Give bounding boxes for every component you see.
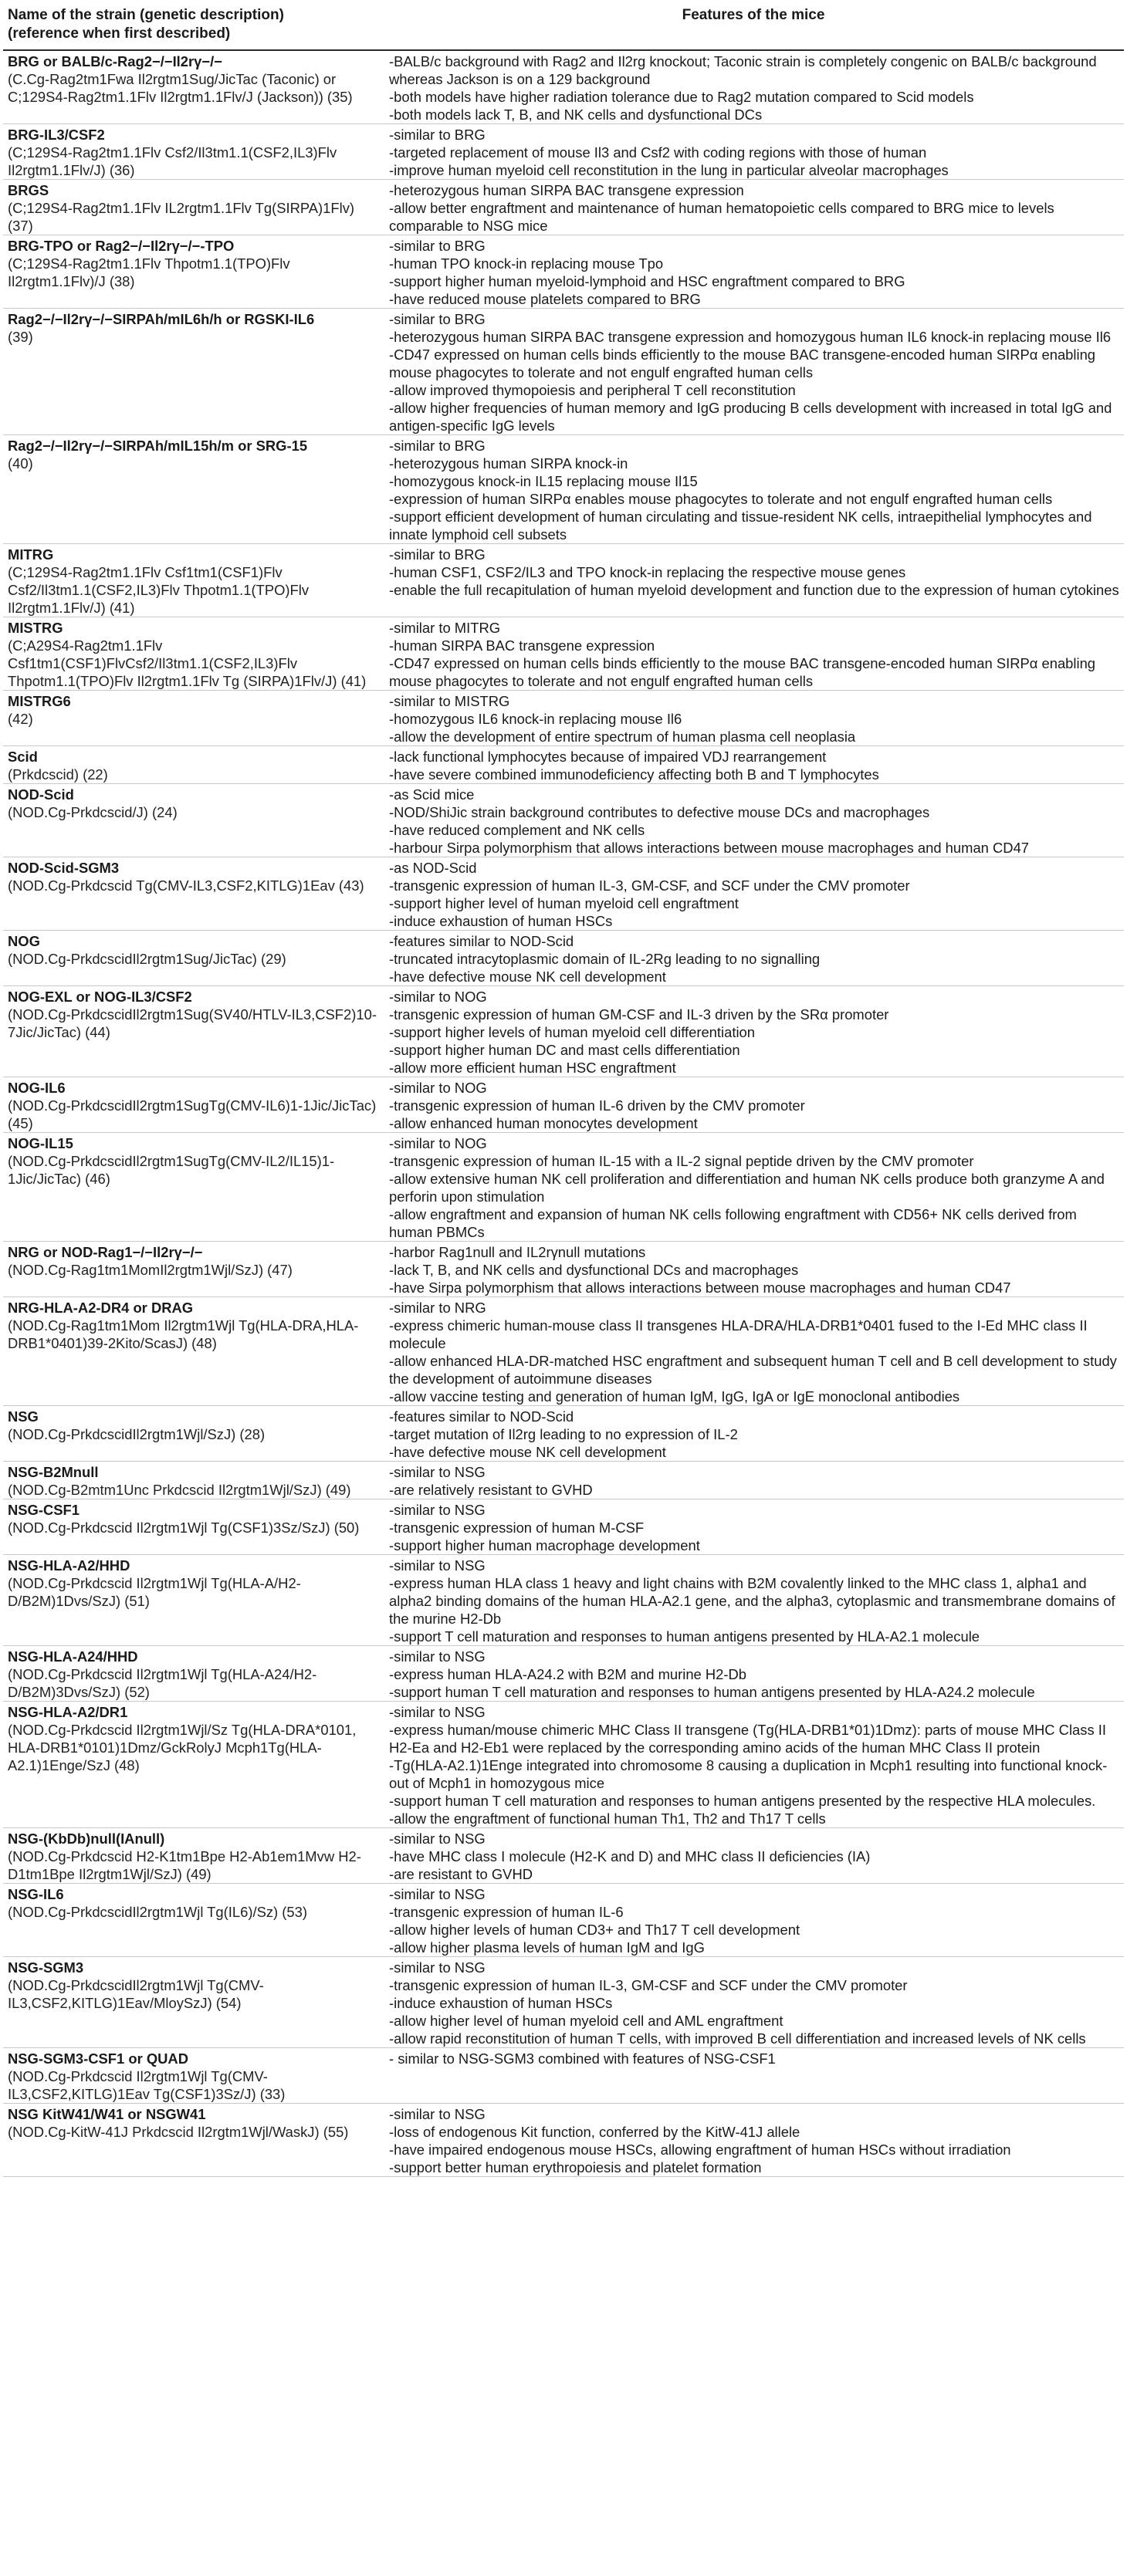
feature-line: -similar to BRG <box>389 311 486 327</box>
feature-line: -similar to BRG <box>389 546 486 563</box>
strain-name: NSG KitW41/W41 or NSGW41 <box>8 2106 206 2122</box>
feature-line: -allow higher levels of human CD3+ and Th17 T cell development <box>389 1922 800 1938</box>
features-cell <box>384 1297 1124 1406</box>
feature-line: -support T cell maturation and responses to human antigens presented by HLA-A2.1 molecule <box>389 1628 980 1645</box>
table-row <box>3 1077 1124 1133</box>
feature-line: -similar to NSG <box>389 1502 486 1518</box>
strain-name: MITRG <box>8 546 54 563</box>
feature-line: -allow vaccine testing and generation of human IgM, IgG, IgA or IgE monoclonal antibodies <box>389 1388 960 1405</box>
feature-line: -harbor Rag1null and IL2rγnull mutations <box>389 1244 646 1260</box>
feature-line: -have reduced mouse platelets compared to BRG <box>389 291 701 307</box>
features-cell <box>384 986 1124 1077</box>
feature-line: -similar to NSG <box>389 1557 486 1574</box>
feature-line: -similar to NSG <box>389 1464 486 1480</box>
table-row <box>3 1957 1124 2048</box>
feature-line: -express human HLA class 1 heavy and light chains with B2M covalently linked to the MHC class 1, alpha1 and alpha2 binding domains of the human HLA-A2.1 gene, and the alpha3, cytoplasmic and transmembrane domains of the murine H2-Db <box>389 1575 1115 1627</box>
feature-line: -allow improved thymopoiesis and peripheral T cell reconstitution <box>389 382 796 398</box>
strain-cell <box>3 1828 384 1884</box>
feature-line: -transgenic expression of human IL-15 with a IL-2 signal peptide driven by the CMV promoter <box>389 1153 974 1169</box>
strain-name: NSG-(KbDb)null(IAnull) <box>8 1831 165 1847</box>
strain-genetic-description: (Prkdcscid) (22) <box>8 766 108 783</box>
feature-line: -NOD/ShiJic strain background contributes to defective mouse DCs and macrophages <box>389 804 930 820</box>
strain-cell <box>3 2104 384 2177</box>
strain-cell <box>3 617 384 691</box>
strain-genetic-description: (NOD.Cg-PrkdcscidIl2rgtm1Wjl Tg(CMV-IL3,CSF2,KITLG)1Eav/MloySzJ) (54) <box>8 1977 264 2011</box>
strain-genetic-description: (42) <box>8 711 33 727</box>
table-row <box>3 1499 1124 1555</box>
strain-genetic-description: (C;129S4-Rag2tm1.1Flv Csf2/Il3tm1.1(CSF2,IL3)Flv Il2rgtm1.1Flv/J) (36) <box>8 144 337 178</box>
table-row <box>3 1828 1124 1884</box>
features-cell <box>384 691 1124 746</box>
strain-name: NOG-EXL or NOG-IL3/CSF2 <box>8 989 192 1005</box>
feature-line: -similar to NSG <box>389 1648 486 1665</box>
table-row <box>3 2048 1124 2104</box>
feature-line: -similar to NOG <box>389 989 487 1005</box>
feature-line: -heterozygous human SIRPA BAC transgene expression and homozygous human IL6 knock-in replacing mouse Il6 <box>389 329 1112 345</box>
feature-line: -support higher levels of human myeloid cell differentiation <box>389 1024 755 1040</box>
feature-line: -lack T, B, and NK cells and dysfunctional DCs and macrophages <box>389 1262 799 1278</box>
strain-cell <box>3 1242 384 1297</box>
feature-line: -transgenic expression of human IL-3, GM-CSF and SCF under the CMV promoter <box>389 1977 908 1993</box>
strain-cell <box>3 784 384 857</box>
strain-genetic-description: (NOD.Cg-PrkdcscidIl2rgtm1Wjl/SzJ) (28) <box>8 1426 266 1442</box>
table-row <box>3 2104 1124 2177</box>
feature-line: -support better human erythropoiesis and platelet formation <box>389 2159 762 2175</box>
feature-line: -improve human myeloid cell reconstitution in the lung in particular alveolar macrophages <box>389 162 949 178</box>
strain-name: NSG-IL6 <box>8 1886 64 1902</box>
header-features: Features of the mice <box>384 5 1124 50</box>
feature-line: -features similar to NOD-Scid <box>389 933 574 949</box>
table-row <box>3 784 1124 857</box>
table-row <box>3 50 1124 124</box>
feature-line: -both models lack T, B, and NK cells and dysfunctional DCs <box>389 106 763 123</box>
table-row <box>3 1133 1124 1242</box>
strain-name: NSG-CSF1 <box>8 1502 80 1518</box>
strain-genetic-description: (NOD.Cg-KitW-41J Prkdcscid Il2rgtm1Wjl/WaskJ) (55) <box>8 2124 349 2140</box>
feature-line: -have MHC class I molecule (H2-K and D) and MHC class II deficiencies (IA) <box>389 1848 871 1864</box>
strain-cell <box>3 1406 384 1462</box>
features-cell <box>384 931 1124 986</box>
strain-name: BRGS <box>8 182 49 198</box>
strain-name: MISTRG6 <box>8 693 71 709</box>
feature-line: -allow engraftment and expansion of human NK cells following engraftment with CD56+ NK cells derived from human PBMCs <box>389 1206 1077 1240</box>
feature-line: -Tg(HLA-A2.1)1Enge integrated into chromosome 8 causing a duplication in Mcph1 resulting into functional knock-out of Mcph1 in homozygous mice <box>389 1757 1108 1791</box>
feature-line: -are relatively resistant to GVHD <box>389 1482 593 1498</box>
table-row <box>3 746 1124 784</box>
feature-line: -features similar to NOD-Scid <box>389 1408 574 1425</box>
feature-line: -similar to MITRG <box>389 620 501 636</box>
feature-line: -induce exhaustion of human HSCs <box>389 913 613 929</box>
feature-line: -transgenic expression of human M-CSF <box>389 1520 645 1536</box>
strain-cell <box>3 1646 384 1702</box>
features-cell <box>384 544 1124 617</box>
table-row <box>3 1297 1124 1406</box>
feature-line: -induce exhaustion of human HSCs <box>389 1995 613 2011</box>
feature-line: -similar to NSG <box>389 1886 486 1902</box>
feature-line: -support higher human DC and mast cells differentiation <box>389 1042 740 1058</box>
feature-line: -similar to BRG <box>389 438 486 454</box>
strain-cell <box>3 1499 384 1555</box>
table-row <box>3 1702 1124 1828</box>
feature-line: -enable the full recapitulation of human myeloid development and function due to the expression of human cytokines <box>389 582 1119 598</box>
strain-cell <box>3 857 384 931</box>
feature-line: -similar to NOG <box>389 1135 487 1151</box>
table-row <box>3 857 1124 931</box>
feature-line: -support human T cell maturation and responses to human antigens presented by HLA-A24.2 molecule <box>389 1684 1035 1700</box>
strain-genetic-description: (C;129S4-Rag2tm1.1Flv Csf1tm1(CSF1)Flv Csf2/Il3tm1.1(CSF2,IL3)Flv Thpotm1.1(TPO)Flv Il2rgtm1.1Flv/J) (41) <box>8 564 310 616</box>
strain-genetic-description: (NOD.Cg-Prkdcscid Tg(CMV-IL3,CSF2,KITLG)1Eav (43) <box>8 877 364 894</box>
feature-line: -allow extensive human NK cell proliferation and differentiation and human NK cells produce both granzyme A and perforin upon stimulation <box>389 1171 1105 1205</box>
feature-line: -have Sirpa polymorphism that allows interactions between mouse macrophages and human CD47 <box>389 1280 1011 1296</box>
feature-line: -have severe combined immunodeficiency affecting both B and T lymphocytes <box>389 766 879 783</box>
strain-cell <box>3 435 384 544</box>
strain-name: MISTRG <box>8 620 63 636</box>
strain-cell <box>3 309 384 435</box>
feature-line: -allow better engraftment and maintenance of human hematopoietic cells compared to BRG mice to levels comparable to NSG mice <box>389 200 1054 234</box>
features-cell <box>384 617 1124 691</box>
feature-line: -transgenic expression of human IL-3, GM-CSF, and SCF under the CMV promoter <box>389 877 910 894</box>
feature-line: -allow higher level of human myeloid cell and AML engraftment <box>389 2013 783 2029</box>
feature-line: -have defective mouse NK cell development <box>389 1444 666 1460</box>
strain-cell <box>3 180 384 235</box>
strain-name: NRG or NOD-Rag1−/−Il2rγ−/− <box>8 1244 203 1260</box>
features-cell <box>384 1828 1124 1884</box>
features-cell <box>384 1077 1124 1133</box>
strain-cell <box>3 1884 384 1957</box>
feature-line: -expression of human SIRPα enables mouse phagocytes to tolerate and not engulf engrafted human cells <box>389 491 1053 507</box>
strain-genetic-description: (NOD.Cg-Prkdcscid Il2rgtm1Wjl/Sz Tg(HLA-DRA*0101, HLA-DRB1*0101)1Dmz/GckRolyJ Mcph1Tg(HLA-A2.1)1Enge/SzJ (48) <box>8 1722 357 1773</box>
feature-line: -as Scid mice <box>389 786 475 803</box>
feature-line: -transgenic expression of human IL-6 driven by the CMV promoter <box>389 1097 805 1114</box>
strain-name: NSG-HLA-A24/HHD <box>8 1648 138 1665</box>
strain-cell <box>3 544 384 617</box>
feature-line: -express chimeric human-mouse class II transgenes HLA-DRA/HLA-DRB1*0401 fused to the I-Ed MHC class II molecule <box>389 1317 1088 1351</box>
features-cell <box>384 1242 1124 1297</box>
strain-genetic-description: (40) <box>8 455 33 472</box>
header-strain-line2: (reference when first described) <box>8 25 231 42</box>
feature-line: -allow enhanced human monocytes development <box>389 1115 698 1131</box>
feature-line: -similar to BRG <box>389 127 486 143</box>
features-cell <box>384 435 1124 544</box>
features-cell <box>384 2104 1124 2177</box>
strain-genetic-description: (NOD.Cg-PrkdcscidIl2rgtm1Sug/JicTac) (29) <box>8 951 286 967</box>
features-cell <box>384 50 1124 124</box>
feature-line: -support higher level of human myeloid cell engraftment <box>389 895 739 911</box>
strain-genetic-description: (NOD.Cg-Prkdcscid Il2rgtm1Wjl Tg(CMV-IL3,CSF2,KITLG)1Eav Tg(CSF1)3Sz/J) (33) <box>8 2068 286 2102</box>
feature-line: -heterozygous human SIRPA knock-in <box>389 455 628 472</box>
feature-line: -allow rapid reconstitution of human T cells, with improved B cell differentiation and increased levels of NK cells <box>389 2030 1086 2047</box>
features-cell <box>384 1406 1124 1462</box>
strain-cell <box>3 235 384 309</box>
feature-line: -support higher human macrophage development <box>389 1537 700 1553</box>
strain-name: BRG or BALB/c-Rag2−/−Il2rγ−/− <box>8 53 222 69</box>
features-cell <box>384 1133 1124 1242</box>
table-row <box>3 435 1124 544</box>
features-cell <box>384 309 1124 435</box>
features-cell <box>384 124 1124 180</box>
feature-line: - similar to NSG-SGM3 combined with features of NSG-CSF1 <box>389 2050 776 2067</box>
strain-cell <box>3 1077 384 1133</box>
strain-genetic-description: (C.Cg-Rag2tm1Fwa Il2rgtm1Sug/JicTac (Taconic) or C;129S4-Rag2tm1.1Flv Il2rgtm1.1Flv/J (Jackson)) (35) <box>8 71 353 105</box>
strain-genetic-description: (NOD.Cg-Prkdcscid Il2rgtm1Wjl Tg(CSF1)3Sz/SzJ) (50) <box>8 1520 360 1536</box>
feature-line: -are resistant to GVHD <box>389 1866 533 1882</box>
strain-name: NOG-IL15 <box>8 1135 73 1151</box>
features-cell <box>384 1884 1124 1957</box>
strain-name: Rag2−/−Il2rγ−/−SIRPAh/mIL15h/m or SRG-15 <box>8 438 308 454</box>
table-row <box>3 544 1124 617</box>
feature-line: -CD47 expressed on human cells binds efficiently to the mouse BAC transgene-encoded human SIRPα enabling mouse phagocytes to tolerate and not engulf engrafted human cells <box>389 347 1096 380</box>
strain-name: NOG-IL6 <box>8 1080 66 1096</box>
strain-name: BRG-TPO or Rag2−/−Il2rγ−/−-TPO <box>8 238 235 254</box>
feature-line: -similar to BRG <box>389 238 486 254</box>
strain-name: NRG-HLA-A2-DR4 or DRAG <box>8 1300 194 1316</box>
table-row <box>3 617 1124 691</box>
features-cell <box>384 857 1124 931</box>
feature-line: -allow the development of entire spectrum of human plasma cell neoplasia <box>389 729 856 745</box>
strain-genetic-description: (NOD.Cg-Rag1tm1MomIl2rgtm1Wjl/SzJ) (47) <box>8 1262 293 1278</box>
strain-name: NSG-SGM3 <box>8 1959 84 1976</box>
table-row <box>3 235 1124 309</box>
strain-cell <box>3 2048 384 2104</box>
strain-name: BRG-IL3/CSF2 <box>8 127 105 143</box>
strain-genetic-description: (NOD.Cg-Prkdcscid H2-K1tm1Bpe H2-Ab1em1Mvw H2-D1tm1Bpe Il2rgtm1Wjl/SzJ) (49) <box>8 1848 361 1882</box>
strain-cell <box>3 124 384 180</box>
feature-line: -heterozygous human SIRPA BAC transgene expression <box>389 182 744 198</box>
feature-line: -transgenic expression of human GM-CSF and IL-3 driven by the SRα promoter <box>389 1006 889 1023</box>
strain-cell <box>3 746 384 784</box>
strain-genetic-description: (C;129S4-Rag2tm1.1Flv IL2rgtm1.1Flv Tg(SIRPA)1Flv) (37) <box>8 200 355 234</box>
strain-cell <box>3 1133 384 1242</box>
table-row <box>3 309 1124 435</box>
table-row <box>3 1242 1124 1297</box>
feature-line: -express human/mouse chimeric MHC Class II transgene (Tg(HLA-DRB1*01)1Dmz): parts of mouse MHC Class II H2-Ea and H2-Eb1 were replaced by the corresponding amino acids of the human MHC Class II protein <box>389 1722 1106 1756</box>
strain-name: Rag2−/−Il2rγ−/−SIRPAh/mIL6h/h or RGSKI-IL6 <box>8 311 315 327</box>
strain-cell <box>3 1957 384 2048</box>
strain-cell <box>3 1555 384 1646</box>
feature-line: -as NOD-Scid <box>389 860 477 876</box>
table-row <box>3 1462 1124 1499</box>
strain-name: NSG-HLA-A2/HHD <box>8 1557 130 1574</box>
feature-line: -have defective mouse NK cell development <box>389 969 666 985</box>
strain-genetic-description: (NOD.Cg-Prkdcscid/J) (24) <box>8 804 178 820</box>
table-row <box>3 1884 1124 1957</box>
feature-line: -homozygous knock-in IL15 replacing mouse Il15 <box>389 473 698 489</box>
strain-genetic-description: (NOD.Cg-B2mtm1Unc Prkdcscid Il2rgtm1Wjl/SzJ) (49) <box>8 1482 351 1498</box>
feature-line: -express human HLA-A24.2 with B2M and murine H2-Db <box>389 1666 747 1682</box>
strain-genetic-description: (NOD.Cg-Rag1tm1Mom Il2rgtm1Wjl Tg(HLA-DRA,HLA-DRB1*0401)39-2Kito/ScasJ) (48) <box>8 1317 359 1351</box>
feature-line: -support higher human myeloid-lymphoid and HSC engraftment compared to BRG <box>389 273 905 289</box>
feature-line: -similar to NSG <box>389 2106 486 2122</box>
feature-line: -similar to NSG <box>389 1831 486 1847</box>
strain-genetic-description: (NOD.Cg-Prkdcscid Il2rgtm1Wjl Tg(HLA-A/H2-D/B2M)1Dvs/SzJ) (51) <box>8 1575 301 1609</box>
feature-line: -BALB/c background with Rag2 and Il2rg knockout; Taconic strain is completely congenic on BALB/c background whereas Jackson is on a 129 background <box>389 53 1097 87</box>
strain-name: NSG <box>8 1408 39 1425</box>
feature-line: -allow enhanced HLA-DR-matched HSC engraftment and subsequent human T cell and B cell development to study the development of autoimmune diseases <box>389 1353 1117 1387</box>
table-header-row <box>3 5 1124 50</box>
table-row <box>3 180 1124 235</box>
feature-line: -target mutation of Il2rg leading to no expression of IL-2 <box>389 1426 738 1442</box>
feature-line: -allow more efficient human HSC engraftment <box>389 1060 676 1076</box>
feature-line: -similar to NSG <box>389 1959 486 1976</box>
feature-line: -truncated intracytoplasmic domain of IL-2Rg leading to no signalling <box>389 951 821 967</box>
strain-genetic-description: (NOD.Cg-Prkdcscid Il2rgtm1Wjl Tg(HLA-A24/H2-D/B2M)3Dvs/SzJ) (52) <box>8 1666 317 1700</box>
strain-cell <box>3 691 384 746</box>
header-strain-line1: Name of the strain (genetic description) <box>8 7 284 23</box>
strain-name: NOD-Scid <box>8 786 74 803</box>
feature-line: -similar to NSG <box>389 1704 486 1720</box>
table-row <box>3 986 1124 1077</box>
strain-name: NSG-B2Mnull <box>8 1464 99 1480</box>
features-cell <box>384 235 1124 309</box>
feature-line: -targeted replacement of mouse Il3 and Csf2 with coding regions with those of human <box>389 144 927 161</box>
strain-cell <box>3 931 384 986</box>
feature-line: -both models have higher radiation tolerance due to Rag2 mutation compared to Scid models <box>389 89 974 105</box>
feature-line: -transgenic expression of human IL-6 <box>389 1904 624 1920</box>
feature-line: -CD47 expressed on human cells binds efficiently to the mouse BAC transgene-encoded human SIRPα enabling mouse phagocytes to tolerate and not engulf engrafted human cells <box>389 655 1096 689</box>
strain-name: NSG-SGM3-CSF1 or QUAD <box>8 2050 188 2067</box>
strain-cell <box>3 1297 384 1406</box>
table-body <box>3 50 1124 2177</box>
strain-name: NSG-HLA-A2/DR1 <box>8 1704 128 1720</box>
features-cell <box>384 1462 1124 1499</box>
feature-line: -have reduced complement and NK cells <box>389 822 645 838</box>
features-cell <box>384 1702 1124 1828</box>
strain-table <box>3 5 1124 2177</box>
strain-genetic-description: (C;A29S4-Rag2tm1.1Flv Csf1tm1(CSF1)FlvCsf2/Il3tm1.1(CSF2,IL3)Flv Thpotm1.1(TPO)Flv Il2rgtm1.1Flv Tg (SIRPA)1Flv/J) (41) <box>8 637 367 689</box>
table-row <box>3 124 1124 180</box>
feature-line: -homozygous IL6 knock-in replacing mouse Il6 <box>389 711 682 727</box>
feature-line: -human SIRPA BAC transgene expression <box>389 637 655 654</box>
features-cell <box>384 1555 1124 1646</box>
feature-line: -allow the engraftment of functional human Th1, Th2 and Th17 T cells <box>389 1810 826 1827</box>
feature-line: -similar to NOG <box>389 1080 487 1096</box>
feature-line: -harbour Sirpa polymorphism that allows interactions between mouse macrophages and human CD47 <box>389 840 1030 856</box>
strain-genetic-description: (NOD.Cg-PrkdcscidIl2rgtm1SugTg(CMV-IL6)1-1Jic/JicTac) (45) <box>8 1097 377 1131</box>
strain-genetic-description: (C;129S4-Rag2tm1.1Flv Thpotm1.1(TPO)Flv Il2rgtm1.1Flv)/J (38) <box>8 255 290 289</box>
table-row <box>3 691 1124 746</box>
features-cell <box>384 784 1124 857</box>
table-row <box>3 1406 1124 1462</box>
feature-line: -lack functional lymphocytes because of impaired VDJ rearrangement <box>389 749 827 765</box>
features-cell <box>384 1499 1124 1555</box>
feature-line: -loss of endogenous Kit function, conferred by the KitW-41J allele <box>389 2124 800 2140</box>
feature-line: -human CSF1, CSF2/IL3 and TPO knock-in replacing the respective mouse genes <box>389 564 906 580</box>
header-strain <box>3 5 384 50</box>
features-cell <box>384 1957 1124 2048</box>
feature-line: -support efficient development of human circulating and tissue-resident NK cells, intraepithelial lymphocytes and innate lymphoid cell subsets <box>389 509 1092 543</box>
table-row <box>3 931 1124 986</box>
features-cell <box>384 1646 1124 1702</box>
feature-line: -similar to MISTRG <box>389 693 510 709</box>
feature-line: -human TPO knock-in replacing mouse Tpo <box>389 255 664 272</box>
strain-name: NOD-Scid-SGM3 <box>8 860 120 876</box>
table-row <box>3 1555 1124 1646</box>
strain-genetic-description: (NOD.Cg-PrkdcscidIl2rgtm1Wjl Tg(IL6)/Sz) (53) <box>8 1904 307 1920</box>
feature-line: -allow higher plasma levels of human IgM and IgG <box>389 1939 705 1956</box>
features-cell <box>384 180 1124 235</box>
feature-line: -similar to NRG <box>389 1300 486 1316</box>
strain-name: Scid <box>8 749 38 765</box>
strain-cell <box>3 1702 384 1828</box>
strain-cell <box>3 986 384 1077</box>
feature-line: -allow higher frequencies of human memory and IgG producing B cells development with increased in total IgG and antigen-specific IgG levels <box>389 400 1112 434</box>
strain-genetic-description: (NOD.Cg-PrkdcscidIl2rgtm1SugTg(CMV-IL2/IL15)1-1Jic/JicTac) (46) <box>8 1153 335 1187</box>
feature-line: -have impaired endogenous mouse HSCs, allowing engraftment of human HSCs without irradiation <box>389 2142 1011 2158</box>
strain-cell <box>3 1462 384 1499</box>
feature-line: -support human T cell maturation and responses to human antigens presented by the respective HLA molecules. <box>389 1793 1096 1809</box>
features-cell <box>384 2048 1124 2104</box>
strain-cell <box>3 50 384 124</box>
table-row <box>3 1646 1124 1702</box>
strain-genetic-description: (39) <box>8 329 33 345</box>
strain-name: NOG <box>8 933 40 949</box>
features-cell <box>384 746 1124 784</box>
strain-genetic-description: (NOD.Cg-PrkdcscidIl2rgtm1Sug(SV40/HTLV-IL3,CSF2)10-7Jic/JicTac) (44) <box>8 1006 377 1040</box>
